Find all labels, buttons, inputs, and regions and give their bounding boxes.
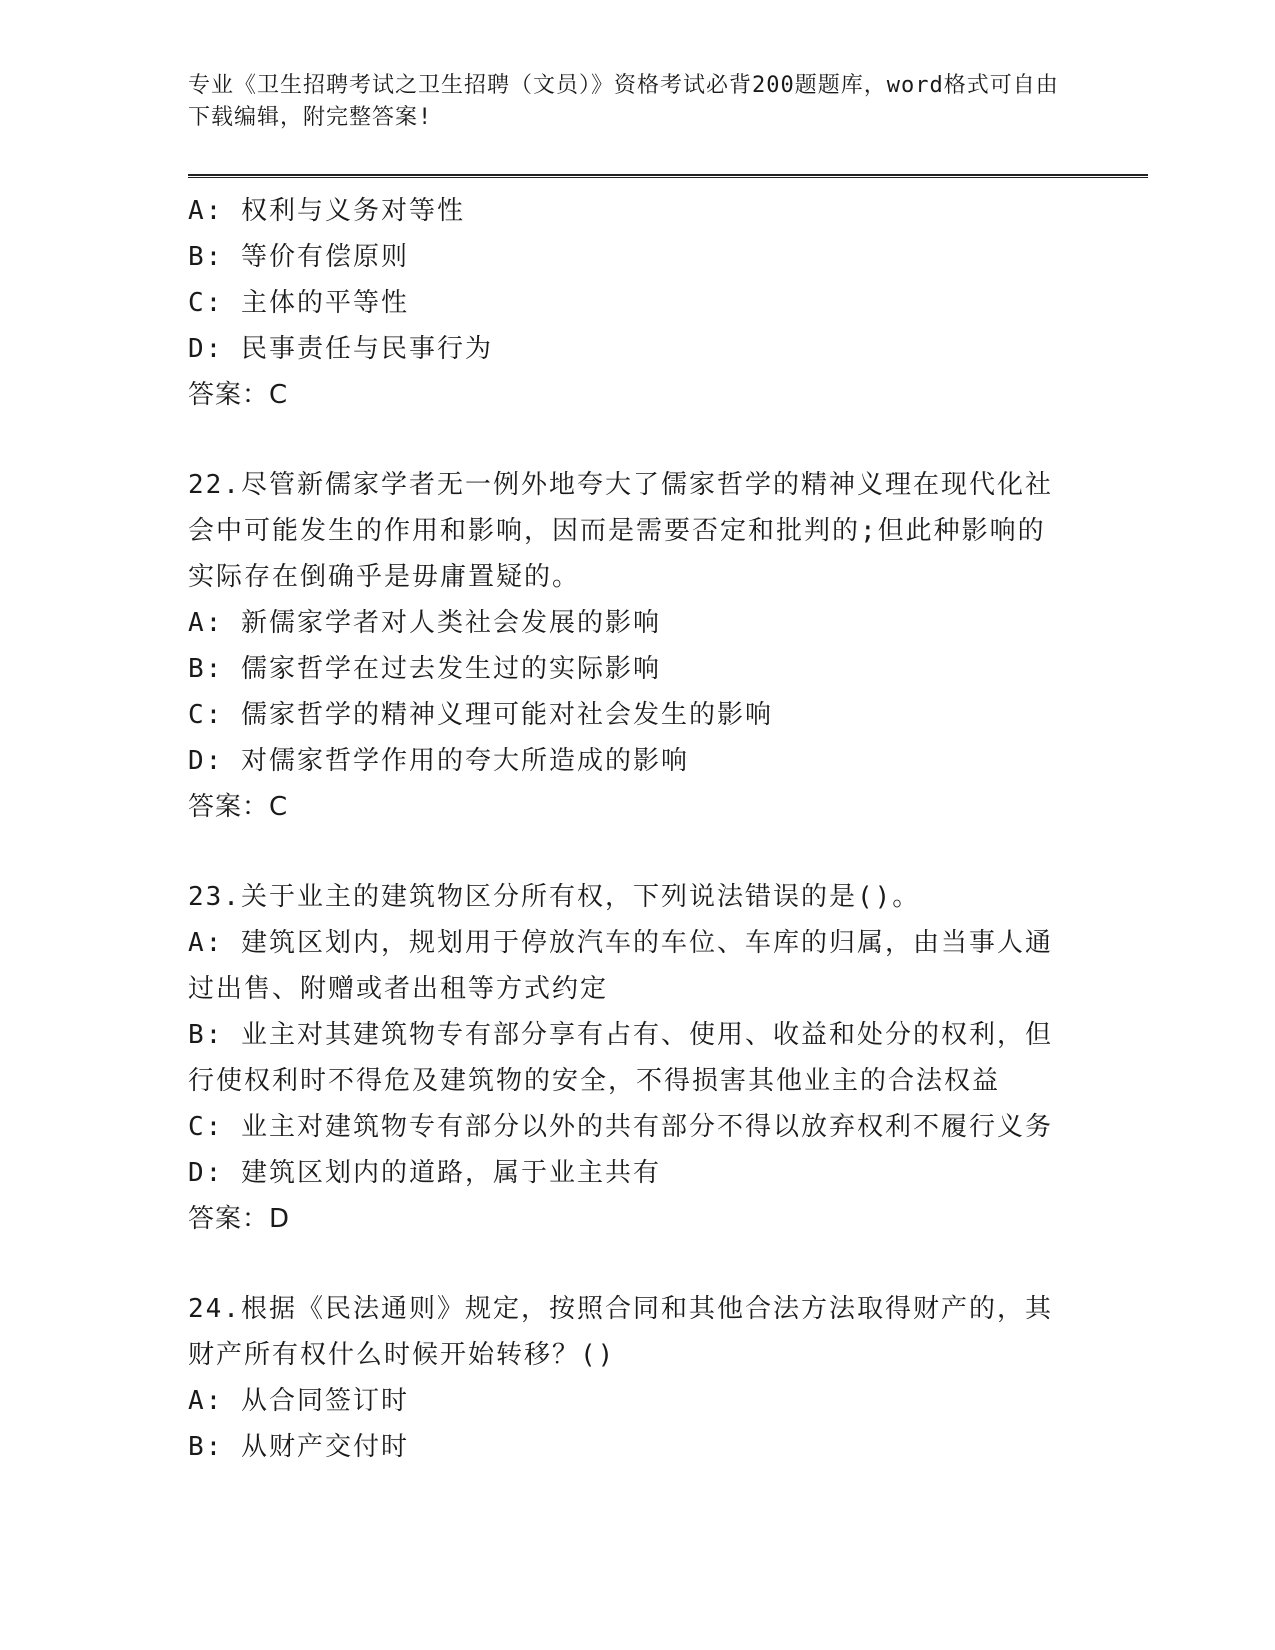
document-page: [188, 70, 1148, 1470]
q22-stem: 22.尽管新儒家学者无一例外地夸大了儒家哲学的精神义理在现代化社会中可能发生的作用和影响，因而是需要否定和批判的;但此种影响的实际存在倒确乎是毋庸置疑的。: [188, 470, 1053, 592]
q22-option-c: C: 儒家哲学的精神义理可能对社会发生的影响: [188, 700, 773, 730]
q21-answer: 答案：C: [188, 380, 289, 410]
q24-stem: 24.根据《民法通则》规定，按照合同和其他合法方法取得财产的，其财产所有权什么时候开始转移？(): [188, 1294, 1053, 1370]
header-divider: [188, 174, 1148, 178]
q21-option-c: C: 主体的平等性: [188, 288, 409, 318]
q23-answer: 答案：D: [188, 1204, 291, 1234]
question-21-block: [188, 188, 1148, 418]
q21-option-b: B: 等价有偿原则: [188, 242, 409, 272]
q22-answer: 答案：C: [188, 792, 289, 822]
q24-option-b: B: 从财产交付时: [188, 1432, 409, 1462]
q21-option-a: A: 权利与义务对等性: [188, 196, 465, 226]
q23-option-a: A: 建筑区划内，规划用于停放汽车的车位、车库的归属，由当事人通过出售、附赠或者出租等方式约定: [188, 928, 1053, 1004]
q22-option-a: A: 新儒家学者对人类社会发展的影响: [188, 608, 661, 638]
question-24-block: [188, 1286, 1148, 1470]
q22-option-b: B: 儒家哲学在过去发生过的实际影响: [188, 654, 661, 684]
q21-option-d: D: 民事责任与民事行为: [188, 334, 493, 364]
question-22-block: [188, 462, 1148, 830]
document-header: 专业《卫生招聘考试之卫生招聘（文员）》资格考试必背200题题库，word格式可自由下载编辑，附完整答案!: [188, 73, 1059, 130]
q23-option-c: C: 业主对建筑物专有部分以外的共有部分不得以放弃权利不履行义务: [188, 1112, 1053, 1142]
question-23-block: [188, 874, 1148, 1242]
q24-option-a: A: 从合同签订时: [188, 1386, 409, 1416]
q23-stem: 23.关于业主的建筑物区分所有权，下列说法错误的是()。: [188, 882, 921, 912]
q23-option-b: B: 业主对其建筑物专有部分享有占有、使用、收益和处分的权利，但行使权利时不得危及建筑物的安全，不得损害其他业主的合法权益: [188, 1020, 1053, 1096]
q23-option-d: D: 建筑区划内的道路，属于业主共有: [188, 1158, 661, 1188]
q22-option-d: D: 对儒家哲学作用的夸大所造成的影响: [188, 746, 689, 776]
